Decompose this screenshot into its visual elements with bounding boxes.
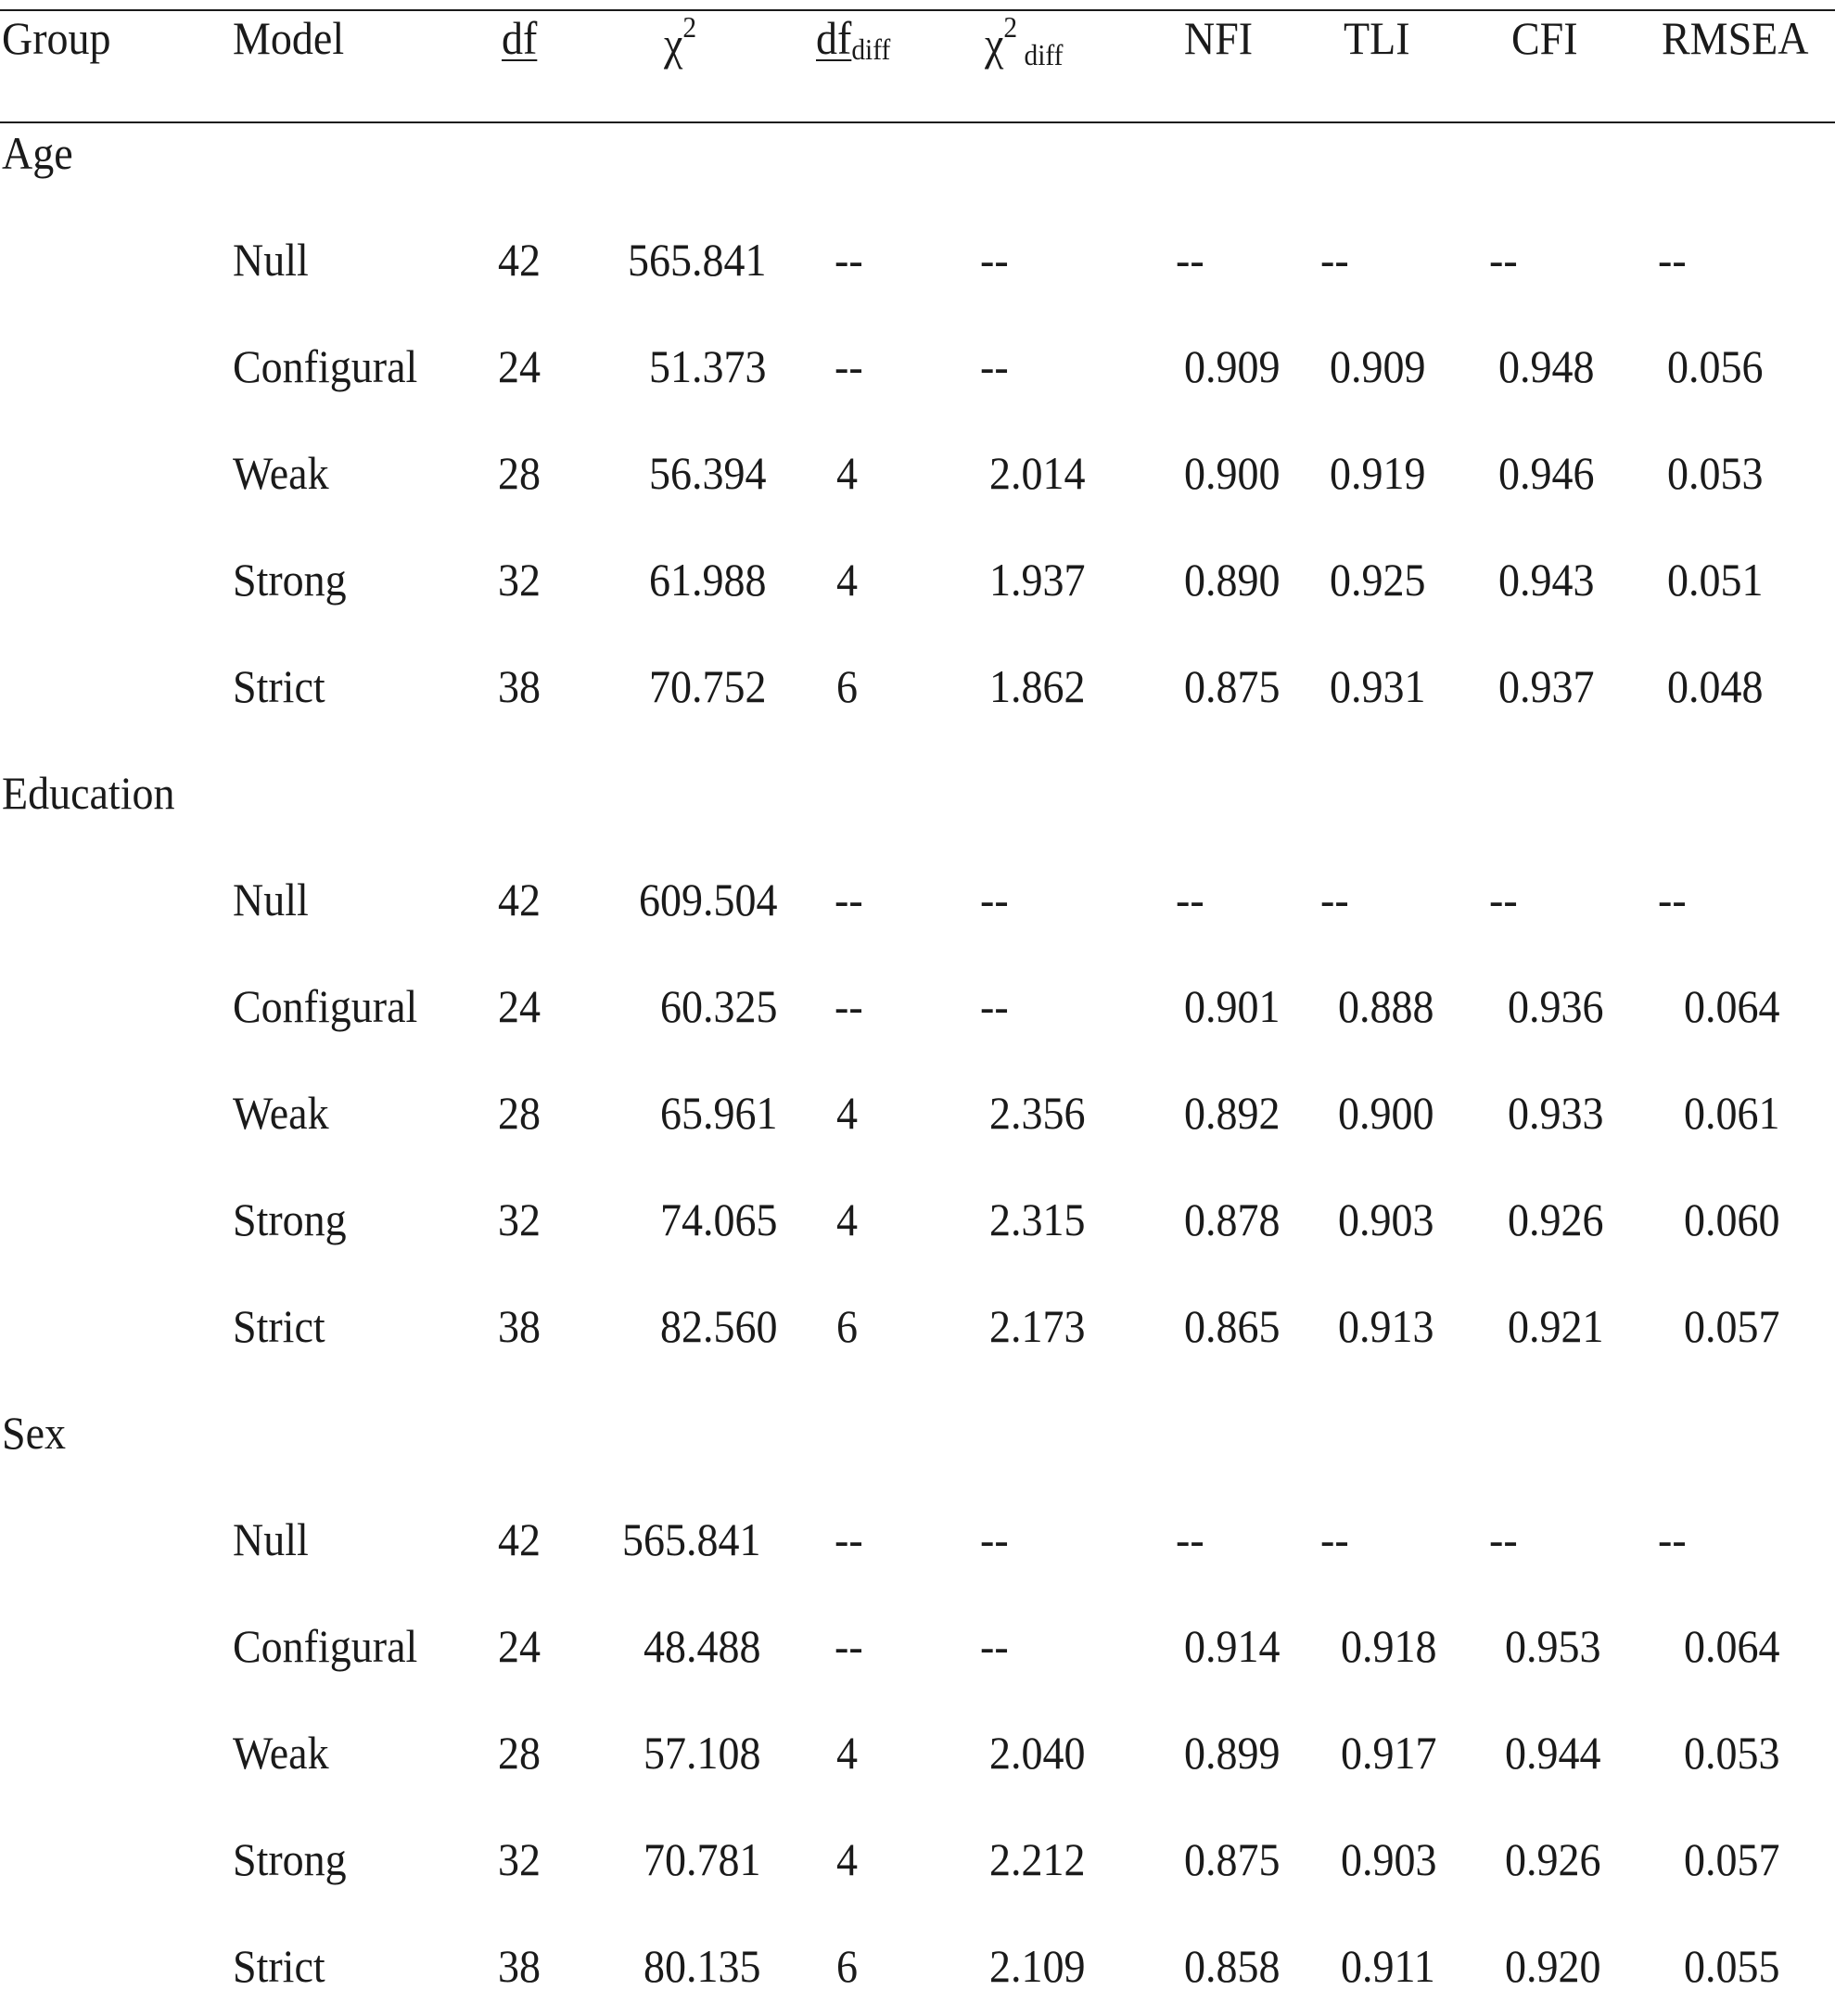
cfi-cell: 0.933 — [1508, 1087, 1604, 1139]
df-cell: 28 — [498, 1727, 541, 1779]
chi2-cell: 565.841 — [627, 234, 766, 286]
df-cell: 42 — [498, 1513, 541, 1565]
df-cell: 28 — [498, 1087, 541, 1139]
rmsea-cell: 0.053 — [1684, 1727, 1780, 1779]
header-rmsea-label: RMSEA — [1662, 12, 1809, 64]
df-cell: 42 — [498, 234, 541, 286]
chi2-diff-cell: -- — [980, 340, 1009, 392]
model-cell: Configural — [233, 340, 418, 392]
header-tli — [1344, 12, 1410, 64]
df-cell: 38 — [498, 660, 541, 712]
model-cell: Weak — [233, 1727, 329, 1779]
rmsea-cell: 0.056 — [1667, 340, 1764, 392]
df-cell: 28 — [498, 447, 541, 499]
tli-cell: 0.900 — [1338, 1087, 1434, 1139]
tli-cell: 0.918 — [1341, 1620, 1437, 1672]
cfi-cell: -- — [1489, 234, 1518, 286]
chi2-cell: 51.373 — [648, 340, 766, 392]
chi2-diff-cell: -- — [980, 1513, 1009, 1565]
cfi-cell: -- — [1489, 1513, 1518, 1565]
group-label: Sex — [2, 1407, 66, 1459]
header-chi2-diff-base: χ — [985, 18, 1004, 70]
header-nfi-label: NFI — [1184, 12, 1254, 64]
nfi-cell: 0.890 — [1184, 554, 1281, 606]
header-group — [2, 12, 111, 64]
df-cell: 32 — [498, 1193, 541, 1245]
chi2-diff-cell: 1.937 — [989, 554, 1086, 606]
header-df — [502, 12, 538, 64]
chi2-cell: 80.135 — [643, 1940, 760, 1992]
rmsea-cell: 0.060 — [1684, 1193, 1780, 1245]
nfi-cell: 0.892 — [1184, 1087, 1281, 1139]
chi2-cell: 565.841 — [621, 1513, 760, 1565]
header-chi2-diff-sup: 2 — [1003, 10, 1018, 44]
df-diff-cell: -- — [835, 340, 863, 392]
chi2-cell: 57.108 — [643, 1727, 760, 1779]
model-cell: Strict — [233, 1300, 325, 1352]
df-diff-cell: 6 — [836, 1300, 858, 1352]
tli-cell: 0.931 — [1330, 660, 1426, 712]
cfi-cell: 0.937 — [1498, 660, 1595, 712]
df-diff-cell: 4 — [836, 1193, 858, 1245]
chi2-cell: 65.961 — [659, 1087, 777, 1139]
model-cell: Strong — [233, 1833, 347, 1885]
rmsea-cell: 0.057 — [1684, 1833, 1780, 1885]
df-diff-cell: -- — [835, 874, 863, 925]
chi2-diff-cell: -- — [980, 1620, 1009, 1672]
chi2-cell: 82.560 — [659, 1300, 777, 1352]
nfi-cell: 0.858 — [1184, 1940, 1281, 1992]
header-nfi — [1184, 12, 1254, 64]
df-cell: 24 — [498, 980, 541, 1032]
nfi-cell: 0.901 — [1184, 980, 1281, 1032]
df-diff-cell: 4 — [836, 1087, 858, 1139]
chi2-cell: 56.394 — [648, 447, 766, 499]
header-chi2-diff-sub: diff — [1017, 38, 1064, 71]
df-cell: 32 — [498, 1833, 541, 1885]
tli-cell: 0.919 — [1330, 447, 1426, 499]
chi2-diff-cell: 1.862 — [989, 660, 1086, 712]
group-label: Education — [2, 767, 175, 819]
tli-cell: 0.903 — [1341, 1833, 1437, 1885]
model-cell: Strong — [233, 554, 347, 606]
header-tli-label: TLI — [1344, 12, 1410, 64]
df-cell: 32 — [498, 554, 541, 606]
cfi-cell: 0.936 — [1508, 980, 1604, 1032]
rmsea-cell: 0.064 — [1684, 1620, 1780, 1672]
df-diff-cell: 6 — [836, 660, 858, 712]
chi2-cell: 609.504 — [638, 874, 777, 925]
cfi-cell: 0.948 — [1498, 340, 1595, 392]
rmsea-cell: 0.064 — [1684, 980, 1780, 1032]
chi2-diff-cell: 2.315 — [989, 1193, 1086, 1245]
model-cell: Strict — [233, 1940, 325, 1992]
nfi-cell: 0.914 — [1184, 1620, 1281, 1672]
df-cell: 42 — [498, 874, 541, 925]
rmsea-cell: 0.055 — [1684, 1940, 1780, 1992]
cfi-cell: 0.926 — [1508, 1193, 1604, 1245]
model-cell: Strong — [233, 1193, 347, 1245]
tli-cell: 0.925 — [1330, 554, 1426, 606]
chi2-diff-cell: 2.109 — [989, 1940, 1086, 1992]
tli-cell: 0.888 — [1338, 980, 1434, 1032]
cfi-cell: -- — [1489, 874, 1518, 925]
nfi-cell: -- — [1176, 874, 1204, 925]
df-diff-cell: -- — [835, 234, 863, 286]
nfi-cell: 0.865 — [1184, 1300, 1281, 1352]
tli-cell: 0.913 — [1338, 1300, 1434, 1352]
tli-cell: 0.917 — [1341, 1727, 1437, 1779]
cfi-cell: 0.946 — [1498, 447, 1595, 499]
chi2-diff-cell: 2.212 — [989, 1833, 1086, 1885]
cfi-cell: 0.920 — [1505, 1940, 1601, 1992]
header-df-diff-sub: diff — [851, 32, 891, 66]
df-cell: 38 — [498, 1300, 541, 1352]
chi2-cell: 70.752 — [648, 660, 766, 712]
df-diff-cell: 6 — [836, 1940, 858, 1992]
df-cell: 24 — [498, 1620, 541, 1672]
header-rule — [0, 121, 1835, 123]
chi2-diff-cell: -- — [980, 234, 1009, 286]
chi2-diff-cell: 2.173 — [989, 1300, 1086, 1352]
nfi-cell: 0.900 — [1184, 447, 1281, 499]
model-cell: Weak — [233, 447, 329, 499]
header-chi2-base: χ — [664, 18, 683, 70]
cfi-cell: 0.926 — [1505, 1833, 1601, 1885]
tli-cell: -- — [1320, 234, 1349, 286]
header-df-label: df — [502, 12, 538, 64]
header-cfi — [1511, 12, 1578, 64]
cfi-cell: 0.943 — [1498, 554, 1595, 606]
nfi-cell: 0.878 — [1184, 1193, 1281, 1245]
tli-cell: 0.911 — [1341, 1940, 1435, 1992]
rmsea-cell: -- — [1658, 234, 1687, 286]
tli-cell: 0.903 — [1338, 1193, 1434, 1245]
rmsea-cell: -- — [1658, 1513, 1687, 1565]
tli-cell: -- — [1320, 1513, 1349, 1565]
tli-cell: 0.909 — [1330, 340, 1426, 392]
model-cell: Configural — [233, 1620, 418, 1672]
model-cell: Null — [233, 234, 309, 286]
df-diff-cell: 4 — [836, 554, 858, 606]
chi2-diff-cell: 2.356 — [989, 1087, 1086, 1139]
df-diff-cell: 4 — [836, 1833, 858, 1885]
chi2-diff-cell: -- — [980, 980, 1009, 1032]
header-chi2-sup: 2 — [682, 10, 697, 44]
header-df-diff — [816, 12, 891, 66]
nfi-cell: 0.875 — [1184, 1833, 1281, 1885]
nfi-cell: 0.875 — [1184, 660, 1281, 712]
top-rule — [0, 9, 1835, 11]
header-cfi-label: CFI — [1511, 12, 1578, 64]
header-rmsea — [1662, 12, 1809, 64]
cfi-cell: 0.953 — [1505, 1620, 1601, 1672]
chi2-diff-cell: 2.040 — [989, 1727, 1086, 1779]
df-diff-cell: -- — [835, 980, 863, 1032]
header-df-diff-base: df — [816, 12, 852, 64]
df-cell: 24 — [498, 340, 541, 392]
header-chi2 — [664, 10, 697, 70]
df-diff-cell: 4 — [836, 1727, 858, 1779]
group-label: Age — [2, 127, 73, 179]
chi2-diff-cell: 2.014 — [989, 447, 1086, 499]
header-group-label: Group — [2, 12, 111, 64]
rmsea-cell: 0.053 — [1667, 447, 1764, 499]
df-cell: 38 — [498, 1940, 541, 1992]
header-model-label: Model — [233, 12, 345, 64]
tli-cell: -- — [1320, 874, 1349, 925]
model-cell: Null — [233, 1513, 309, 1565]
chi2-cell: 74.065 — [659, 1193, 777, 1245]
chi2-cell: 70.781 — [643, 1833, 760, 1885]
model-cell: Configural — [233, 980, 418, 1032]
header-model — [233, 12, 345, 64]
df-diff-cell: -- — [835, 1620, 863, 1672]
cfi-cell: 0.921 — [1508, 1300, 1604, 1352]
model-cell: Null — [233, 874, 309, 925]
model-cell: Strict — [233, 660, 325, 712]
model-cell: Weak — [233, 1087, 329, 1139]
header-chi2-diff — [985, 10, 1064, 71]
rmsea-cell: 0.057 — [1684, 1300, 1780, 1352]
df-diff-cell: 4 — [836, 447, 858, 499]
rmsea-cell: 0.048 — [1667, 660, 1764, 712]
chi2-cell: 48.488 — [643, 1620, 760, 1672]
rmsea-cell: 0.051 — [1667, 554, 1764, 606]
chi2-cell: 61.988 — [648, 554, 766, 606]
df-diff-cell: -- — [835, 1513, 863, 1565]
rmsea-cell: -- — [1658, 874, 1687, 925]
chi2-diff-cell: -- — [980, 874, 1009, 925]
nfi-cell: -- — [1176, 234, 1204, 286]
nfi-cell: 0.909 — [1184, 340, 1281, 392]
cfi-cell: 0.944 — [1505, 1727, 1601, 1779]
nfi-cell: 0.899 — [1184, 1727, 1281, 1779]
nfi-cell: -- — [1176, 1513, 1204, 1565]
rmsea-cell: 0.061 — [1684, 1087, 1780, 1139]
chi2-cell: 60.325 — [659, 980, 777, 1032]
